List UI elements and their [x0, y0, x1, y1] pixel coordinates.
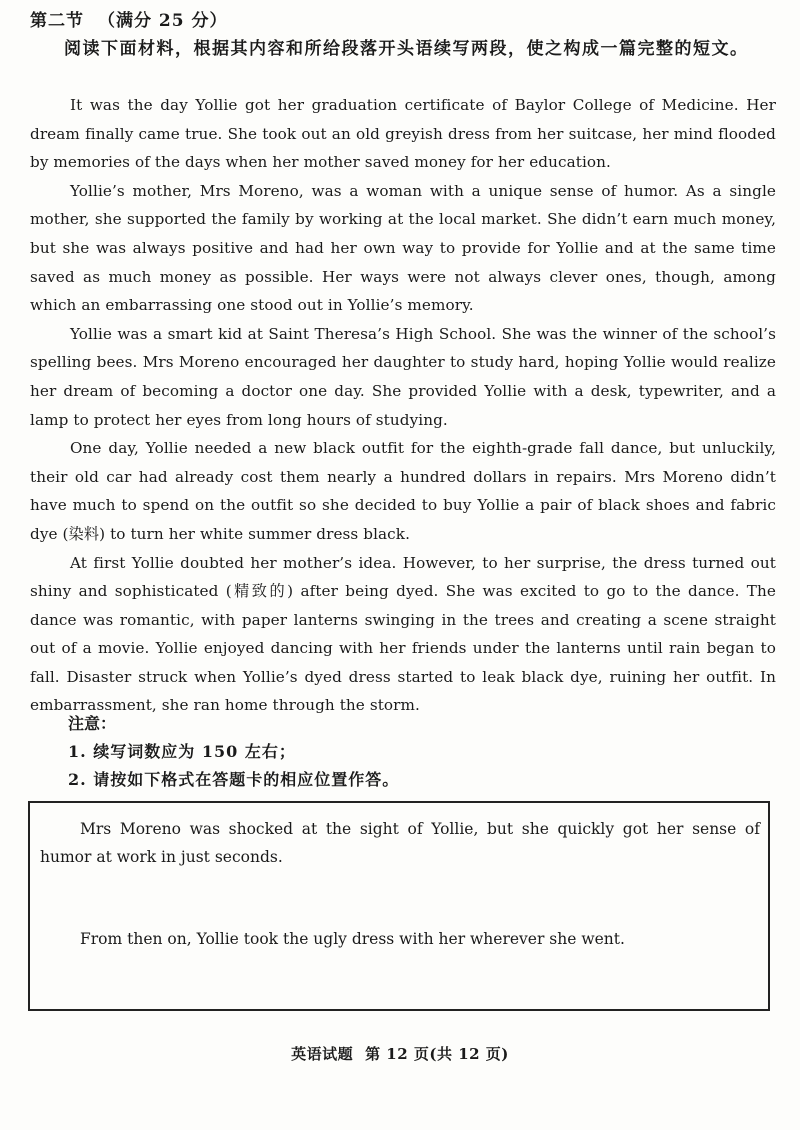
- notes-section: [68, 710, 768, 794]
- continuation-paragraph-1-start: Mrs Moreno was shocked at the sight of Yollie, but she quickly got her sense of humor at work in just seconds.: [40, 820, 760, 866]
- passage-paragraph: Yollie was a smart kid at Saint Theresa’s High School. She was the winner of the school’s spelling bees. Mrs Moreno encouraged her daughter to study hard, hoping Yollie would realize her dream of becoming a doctor one day. She provided Yollie with a desk, typewriter, and a lamp to protect her eyes from long hours of studying.: [30, 324, 776, 429]
- section-heading: [30, 6, 228, 31]
- page-footer: [0, 1043, 800, 1064]
- section-title: 第二节: [30, 11, 84, 31]
- footer-subject: 英语试题: [291, 1045, 354, 1063]
- section-score: （满分 25 分）: [98, 11, 228, 31]
- notes-title: 注意：: [68, 714, 117, 733]
- continuation-paragraph-2-start: From then on, Yollie took the ugly dress with her wherever she went.: [80, 930, 625, 948]
- passage-paragraph: It was the day Yollie got her graduation certificate of Baylor College of Medicine. Her dream finally came true. She took out an old greyish dress from her suitcase, her mind flooded by memories of the days when her mother saved money for her education.: [30, 96, 776, 172]
- footer-page-number: 第 12 页(共 12 页): [365, 1045, 509, 1063]
- passage-paragraph: One day, Yollie needed a new black outfit for the eighth-grade fall dance, but unluckily, their old car had already cost them nearly a hundred dollars in repairs. Mrs Moreno didn’t have much to spend on the outfit so she decided to buy Yollie a pair of black shoes and fabric dye (染料) to turn her white summer dress black.: [30, 439, 776, 543]
- task-instruction: 阅读下面材料，根据其内容和所给段落开头语续写两段，使之构成一篇完整的短文。: [64, 39, 749, 59]
- answer-format-box: [28, 801, 770, 1011]
- note-item-word-count: 1. 续写词数应为 150 左右；: [68, 742, 296, 761]
- reading-passage: [30, 91, 776, 720]
- passage-paragraph: Yollie’s mother, Mrs Moreno, was a woman with a unique sense of humor. As a single mother, she supported the family by working at the local market. She didn’t earn much money, but she was always positive and had her own way to provide for Yollie and at the same time saved as much money as possible. Her ways were not always clever ones, though, among which an embarrassing one stood out in Yollie’s memory.: [30, 181, 776, 315]
- note-item-format: 2. 请按如下格式在答题卡的相应位置作答。: [68, 770, 400, 789]
- passage-paragraph: At first Yollie doubted her mother’s idea. However, to her surprise, the dress turned out shiny and sophisticated (精致的) after being dyed. She was excited to go to the dance. The dance was romantic, with paper lanterns swinging in the trees and creating a scene straight out of a movie. Yollie enjoyed dancing with her friends under the lanterns until rain began to fall. Disaster struck when Yollie’s dyed dress started to leak black dye, ruining her outfit. In embarrassment, she ran home through the storm.: [30, 553, 776, 715]
